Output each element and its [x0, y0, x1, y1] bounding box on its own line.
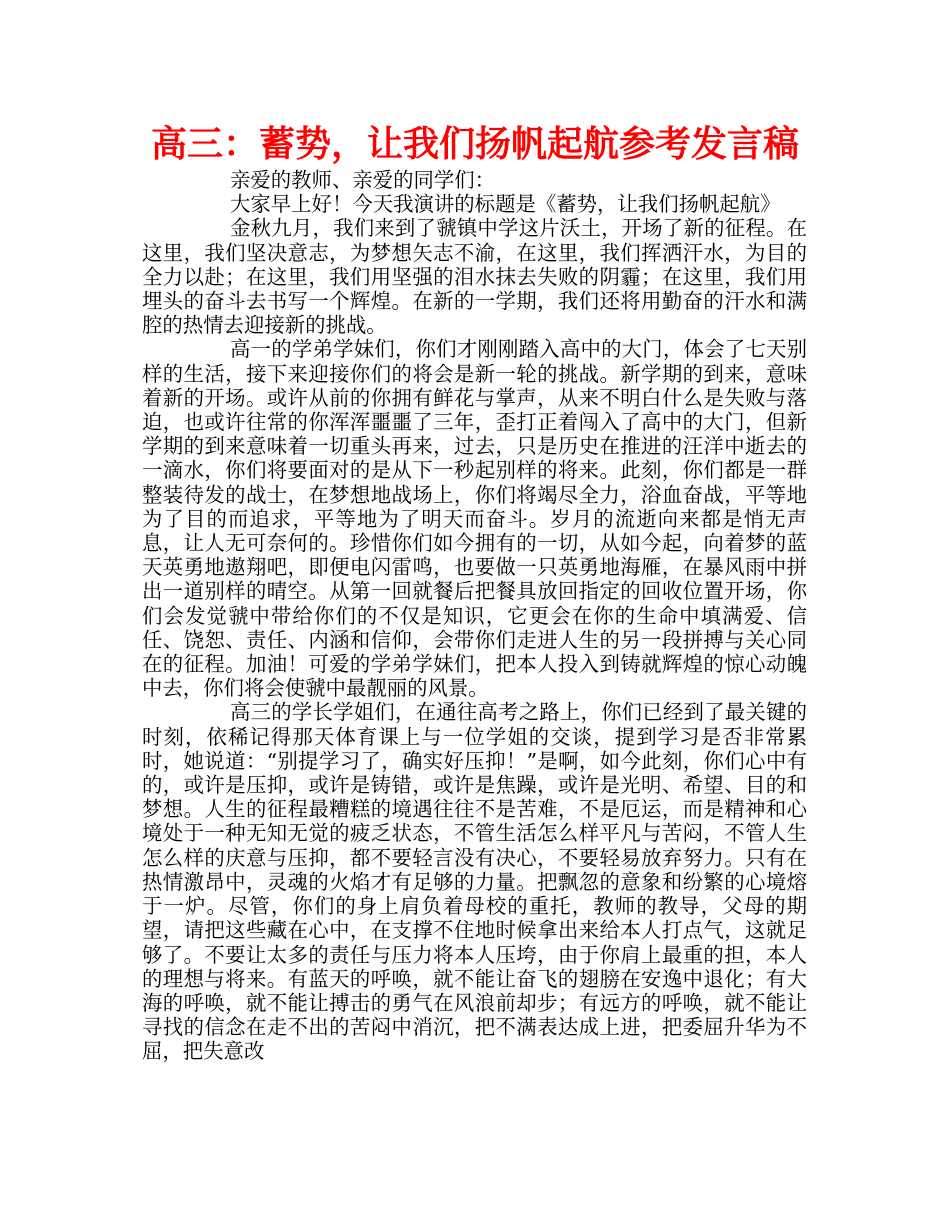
opening-paragraph: 大家早上好！今天我演讲的标题是《蓄势，让我们扬帆起航》: [230, 192, 781, 217]
body-paragraph: 高三的学长学姐们，在通往高考之路上，你们已经到了最关键的时刻，依稀记得那天体育课上与一位学姐的交谈，提到学习是否非常累时，她说道：“别提学习了，确实好压抑！”是啊，如今此刻，你们心中有的，或许是压抑，或许是铸错，或许是焦躁，或许是光明、希望、目的和梦想。人生的征程最糟糕的境遇往往不是苦难，不是厄运，而是精神和心境处于一种无知无觉的疲乏状态，不管生活怎么样平凡与苦闷，不管人生怎么样的庆意与压抑，都不要轻言没有决心，不要轻易放弃努力。只有在热情激昂中，灵魂的火焰才有足够的力量。把飘忽的意象和纷繁的心境熔于一炉。尽管，你们的身上肩负着母校的重托，教师的教导，父母的期望，请把这些藏在心中，在支撑不住地时候拿出来给本人打点气，这就足够了。不要让太多的责任与压力将本人压垮，由于你肩上最重的担，本人的理想与将来。有蓝天的呼唤，就不能让奋飞的翅膀在安逸中退化；有大海的呼唤，就不能让搏击的勇气在风浪前却步；有远方的呼唤，就不能让寻找的信念在走不出的苦闷中消沉，把不满表达成上进，把委屈升华为不屈，把失意改: [142, 700, 807, 1064]
body-paragraph: 金秋九月，我们来到了虢镇中学这片沃土，开场了新的征程。在这里，我们坚决意志，为梦想矢志不渝，在这里，我们挥洒汗水，为目的全力以赴；在这里，我们用坚强的泪水抹去失败的阴霾；在这里，我们用埋头的奋斗去书写一个辉煌。在新的一学期，我们还将用勤奋的汗水和满腔的热情去迎接新的挑战。: [142, 216, 807, 338]
greeting-paragraph: 亲爱的教师、亲爱的同学们：: [230, 168, 496, 192]
document-title: 高三：蓄势，让我们扬帆起航参考发言稿: [150, 124, 799, 165]
body-paragraph: 高一的学弟学妹们，你们才刚刚踏入高中的大门，体会了七天别样的生活，接下来迎接你们的将会是新一轮的挑战。新学期的到来，意味着新的开场。或许从前的你拥有鲜花与掌声，从来不明白什么是失败与落迫，也或许往常的你浑浑噩噩了三年，歪打正着闯入了高中的大门，但新学期的到来意味着一切重头再来，过去，只是历史在推进的汪洋中逝去的一滴水，你们将要面对的是从下一秒起别样的将来。此刻，你们都是一群整装待发的战士，在梦想地战场上，你们将竭尽全力，浴血奋战，平等地为了目的而追求，平等地为了明天而奋斗。岁月的流逝向来都是悄无声息，让人无可奈何的。珍惜你们如今拥有的一切，从如今起，向着梦的蓝天英勇地遨翔吧，即便电闪雷鸣，也要做一只英勇地海雁，在暴风雨中拼出一道别样的晴空。从第一回就餐后把餐具放回指定的回收位置开场，你们会发觉虢中带给你们的不仅是知识，它更会在你的生命中填满爱、信任、饶恕、责任、内涵和信仰，会带你们走进人生的另一段拼搏与关心同在的征程。加油！可爱的学弟学妹们，把本人投入到铸就辉煌的惊心动魄中去，你们将会使虢中最靓丽的风景。: [142, 337, 807, 701]
document-body: [142, 168, 807, 1064]
